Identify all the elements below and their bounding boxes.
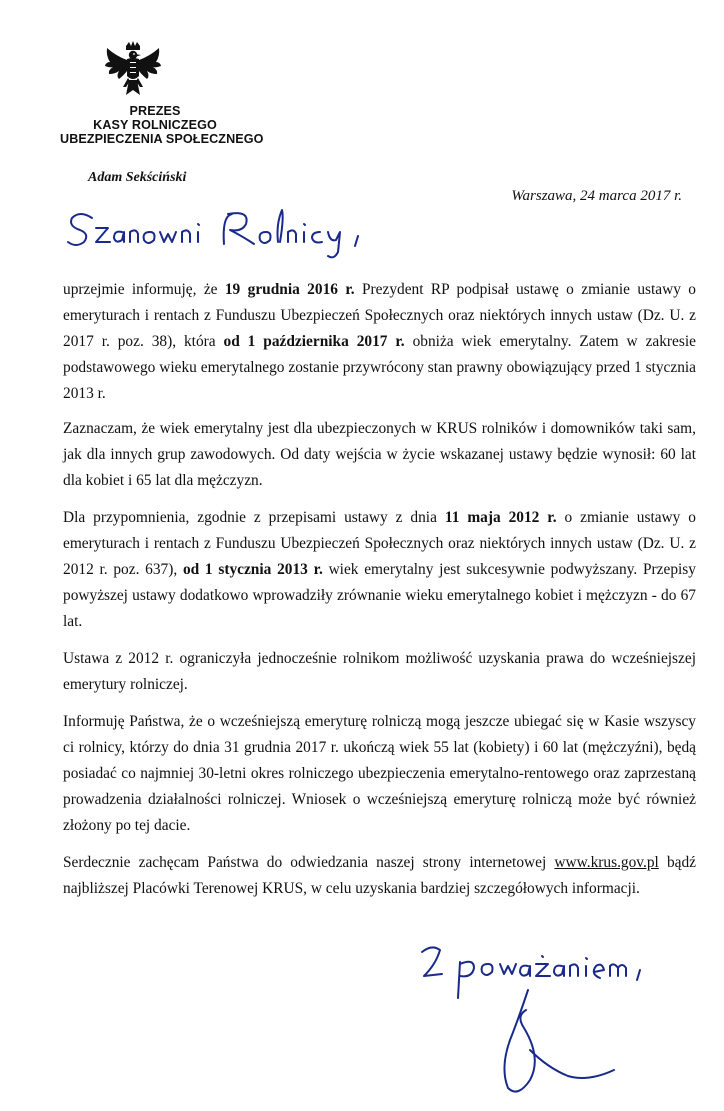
- polish-eagle-emblem-icon: [104, 40, 162, 100]
- handwritten-salutation: [62, 200, 422, 270]
- paragraph-text: o zmianie ustawy o emeryturach i rentach z Funduszu Ubezpieczeń Społecznych oraz niektórych innych ustaw (Dz. U. z 2012 r. poz. 637),: [63, 509, 696, 578]
- paragraph: [63, 850, 696, 902]
- paragraph-text: obniża wiek emerytalny. Zatem w zakresie podstawowego wieku emerytalnego zostanie przywrócony stan prawny obowiązujący przed 1 stycznia 2013 r.: [63, 333, 696, 402]
- sender-name: Adam Sekściński: [88, 170, 187, 185]
- handwritten-closing-and-signature: [418, 940, 688, 1100]
- paragraph-text: Prezydent RP podpisał ustawę o zmianie ustawy o emeryturach i rentach z Funduszu Ubezpieczeń Społecznych oraz niektórych innych ustaw (Dz. U. z 2017 r. poz. 38), która: [63, 281, 696, 350]
- paragraph: [63, 505, 696, 635]
- letter-body: [63, 277, 696, 913]
- paragraph: Ustawa z 2012 r. ograniczyła jednocześnie rolnikom możliwość uzyskania prawa do wcześniejszej emerytury rolniczej.: [63, 650, 696, 693]
- place-and-date: Warszawa, 24 marca 2017 r.: [511, 188, 682, 204]
- org-line: UBEZPIECZENIA SPOŁECZNEGO: [60, 132, 264, 146]
- paragraph: Informuję Państwa, że o wcześniejszą emeryturę rolniczą mogą jeszcze ubiegać się w Kasie wszyscy ci rolnicy, którzy do dnia 31 grudnia 2017 r. ukończą wiek 55 lat (kobiety) i 60 lat (mężczyźni), będą posiadać co najmniej 30-letni okres rolniczego ubezpieczenia emerytalno-rentowego oraz zaprzestaną prowadzenia działalności rolniczej. Wniosek o wcześniejszą emeryturę rolniczą może być również złożony po tej dacie.: [63, 713, 696, 834]
- paragraph-text: bądź najbliższej Placówki Terenowej KRUS, w celu uzyskania bardziej szczegółowych informacji.: [63, 854, 696, 897]
- org-line: PREZES: [129, 104, 181, 118]
- paragraph-text: Dla przypomnienia, zgodnie z przepisami ustawy z dnia: [63, 509, 445, 526]
- paragraph-text: uprzejmie informuję, że: [63, 281, 225, 298]
- website-link[interactable]: www.krus.gov.pl: [554, 854, 659, 871]
- paragraph: [63, 277, 696, 407]
- organization-name: [60, 104, 264, 146]
- paragraph-text: Serdecznie zachęcam Państwa do odwiedzania naszej strony internetowej: [63, 854, 555, 871]
- org-line: KASY ROLNICZEGO: [93, 118, 217, 132]
- paragraph: Zaznaczam, że wiek emerytalny jest dla ubezpieczonych w KRUS rolników i domowników taki sam, jak dla innych grup zawodowych. Od daty wejścia w życie wskazanej ustawy będzie wynosił: 60 lat dla kobiet i 65 lat dla mężczyzn.: [63, 420, 696, 489]
- emphasized-date: od 1 października 2017 r.: [223, 333, 405, 350]
- emphasized-date: od 1 stycznia 2013 r.: [182, 561, 323, 578]
- emphasized-date: 11 maja 2012 r.: [444, 509, 557, 526]
- paragraph-text: wiek emerytalny jest sukcesywnie podwyższany. Przepisy powyższej ustawy dodatkowo wprowadziły zrównanie wieku emerytalnego kobiet i mężczyzn - do 67 lat.: [63, 561, 696, 630]
- emphasized-date: 19 grudnia 2016 r.: [224, 281, 355, 298]
